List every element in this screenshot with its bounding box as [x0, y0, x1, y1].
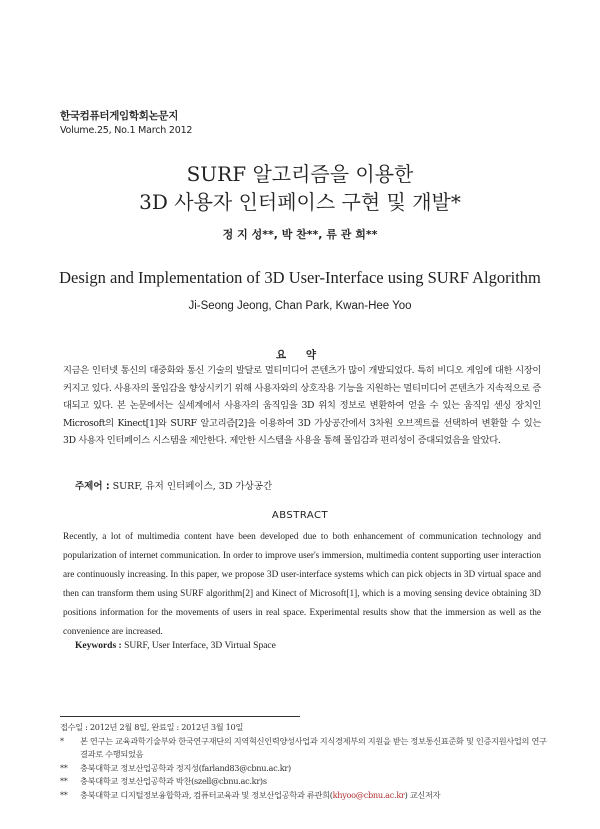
english-abstract-heading: ABSTRACT [271, 510, 329, 521]
corresponding-email-link[interactable]: khyoo@cbnu.ac.kr [332, 789, 405, 800]
footnote-text: 충북대학교 정보산업공학과 정지성(farland83@cbnu.ac.kr) [80, 762, 291, 773]
korean-keywords-label: 주제어 : [75, 481, 110, 492]
footnote-divider [60, 716, 300, 717]
korean-authors: 정 지 성**, 박 찬**, 류 관 희** [222, 228, 378, 241]
english-keywords-label: Keywords : [75, 641, 122, 651]
footnote-text: 충북대학교 정보산업공학과 박찬(szell@cbnu.ac.kr)s [80, 776, 267, 786]
footnote-mark: ** [60, 789, 68, 800]
english-abstract-body: Recently, a lot of multimedia content have been developed due to both enhancement of communication technology and popularization of internet communication. In order to improve user's immersion, multimedia content supporting user interaction are continuously increasing. In this paper, we propose 3D user-interface systems which can pick objects in 3D virtual space and then can transform them using SURF algorithm[2] and Kinect of Microsoft[1], which is a moving sensing device obtaining 3D positions information for the movements of users in real space. Experimental results show that the immersion as well as the convenience are increased. [63, 532, 541, 637]
korean-title-line-2: 3D 사용자 인터페이스 구현 및 개발* [139, 190, 461, 214]
footnote-author-1 [60, 762, 550, 776]
footnote-funding [60, 735, 550, 762]
korean-title-line-1: SURF 알고리즘을 이용한 [186, 162, 414, 186]
journal-name: 한국컴퓨터게임학회논문지 [60, 110, 179, 122]
footnotes [60, 721, 550, 802]
english-keywords-list: SURF, User Interface, 3D Virtual Space [124, 641, 276, 651]
footnote-mark: * [60, 735, 64, 746]
footnote-text-prefix: 충북대학교 디지털정보융합학과, 컴퓨터교육과 및 정보산업공학과 류관희( [80, 789, 333, 800]
english-title: Design and Implementation of 3D User-Interface using SURF Algorithm [59, 268, 541, 287]
english-authors: Ji-Seong Jeong, Chan Park, Kwan-Hee Yoo [188, 300, 412, 312]
english-keywords [75, 641, 276, 651]
footnote-author-2 [60, 775, 550, 789]
footnote-mark: ** [60, 776, 68, 786]
korean-abstract-heading: 요 약 [276, 349, 324, 361]
korean-keywords-list: SURF, 유저 인터페이스, 3D 가상공간 [112, 481, 273, 492]
footnote-author-3 [60, 789, 550, 803]
footnote-text: 본 연구는 교육과학기술부와 한국연구재단의 지역혁신인력양성사업과 지식경제부의 지원을 받는 정보통신표준화 및 인증지원사업의 연구결과로 수행되었음 [80, 735, 547, 759]
received-date: 접수일 : 2012년 2월 8일, 완료일 : 2012년 3월 10일 [60, 722, 244, 732]
korean-keywords [75, 478, 272, 492]
footnote-text-suffix: ) 교신저자 [404, 789, 441, 800]
journal-volume: Volume.25, No.1 March 2012 [60, 125, 193, 136]
korean-abstract-body: 지금은 인터넷 통신의 대중화와 통신 기술의 발달로 멀티미디어 콘텐츠가 많이 개발되었다. 특히 비디오 게임에 대한 시장이 커지고 있다. 사용자의 몰입감을 향상시키기 위해 사용자와의 상호작용 기능을 지원하는 멀티미디어 콘텐츠가 지속적으로 증대되고 있다. 본 논문에서는 실세계에서 사용자의 움직임을 3D 위치 정보로 변환하여 얻을 수 있는 움직임 센싱 장치인 Microsoft의 Kinect[1]와 SURF 알고리즘[2]을 이용하여 3D 가상공간에서 3차원 오브젝트를 선택하여 변환할 수 있는 3D 사용자 인터페이스 시스템을 제안한다. 제안한 시스템을 사용을 통해 몰입감과 편리성이 증대되었음을 알았다. [63, 365, 541, 447]
footnote-mark: ** [60, 762, 68, 773]
journal-header [60, 108, 192, 136]
footnote-text [80, 789, 550, 803]
